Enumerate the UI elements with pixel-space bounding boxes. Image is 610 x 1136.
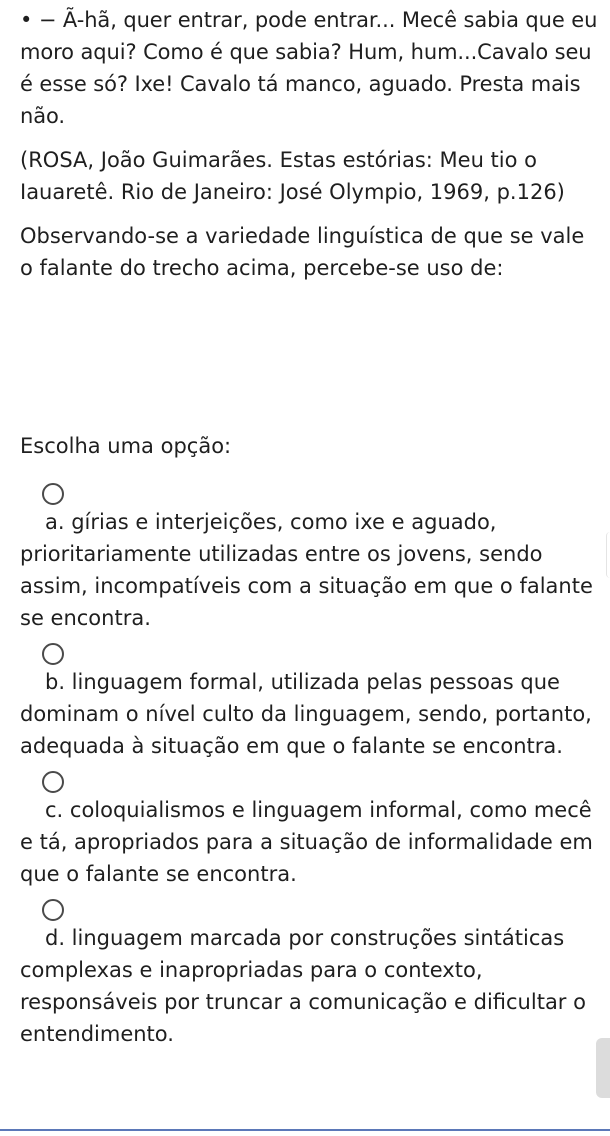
radio-button-c[interactable] [42,771,64,793]
question-citation: (ROSA, João Guimarães. Estas estórias: Meu tio o Iauaretê. Rio de Janeiro: José Olympio, 1969, p.126) [20,148,565,204]
option-d-label: d. linguagem marcada por construções sintáticas complexas e inapropriadas para o contexto, responsáveis por truncar a comunicação e dificultar o entendimento. [20,926,586,1046]
question-prompt: Observando-se a variedade linguística de que se vale o falante do trecho acima, percebe-se uso de: [20,224,585,280]
question-container [20,0,602,1050]
bottom-divider [0,1129,610,1131]
option-c[interactable] [20,766,602,890]
choose-option-label: Escolha uma opção: [20,434,232,458]
option-b[interactable] [20,638,602,762]
edge-handle [606,532,610,578]
option-c-label: c. coloquialismos e linguagem informal, como mecê e tá, apropriados para a situação de informalidade em que o falante se encontra. [20,798,593,886]
radio-button-d[interactable] [42,899,64,921]
option-a[interactable] [20,478,602,634]
radio-button-b[interactable] [42,643,64,665]
option-a-label: a. gírias e interjeições, como ixe e aguado, prioritariamente utilizadas entre os jovens, sendo assim, incompatíveis com a situação em que o falante se encontra. [20,510,593,630]
option-d[interactable] [20,894,602,1050]
radio-button-a[interactable] [42,483,64,505]
answer-options [20,474,602,1050]
question-quote: • − Ã-hã, quer entrar, pode entrar... Mecê sabia que eu moro aqui? Como é que sabia? Hum, hum...Cavalo seu é esse só? Ixe! Cavalo tá manco, aguado. Presta mais não. [20,8,598,128]
scrollbar-thumb[interactable] [596,1038,610,1098]
option-b-label: b. linguagem formal, utilizada pelas pessoas que dominam o nível culto da linguagem, sendo, portanto, adequada à situação em que o falante se encontra. [20,670,592,758]
